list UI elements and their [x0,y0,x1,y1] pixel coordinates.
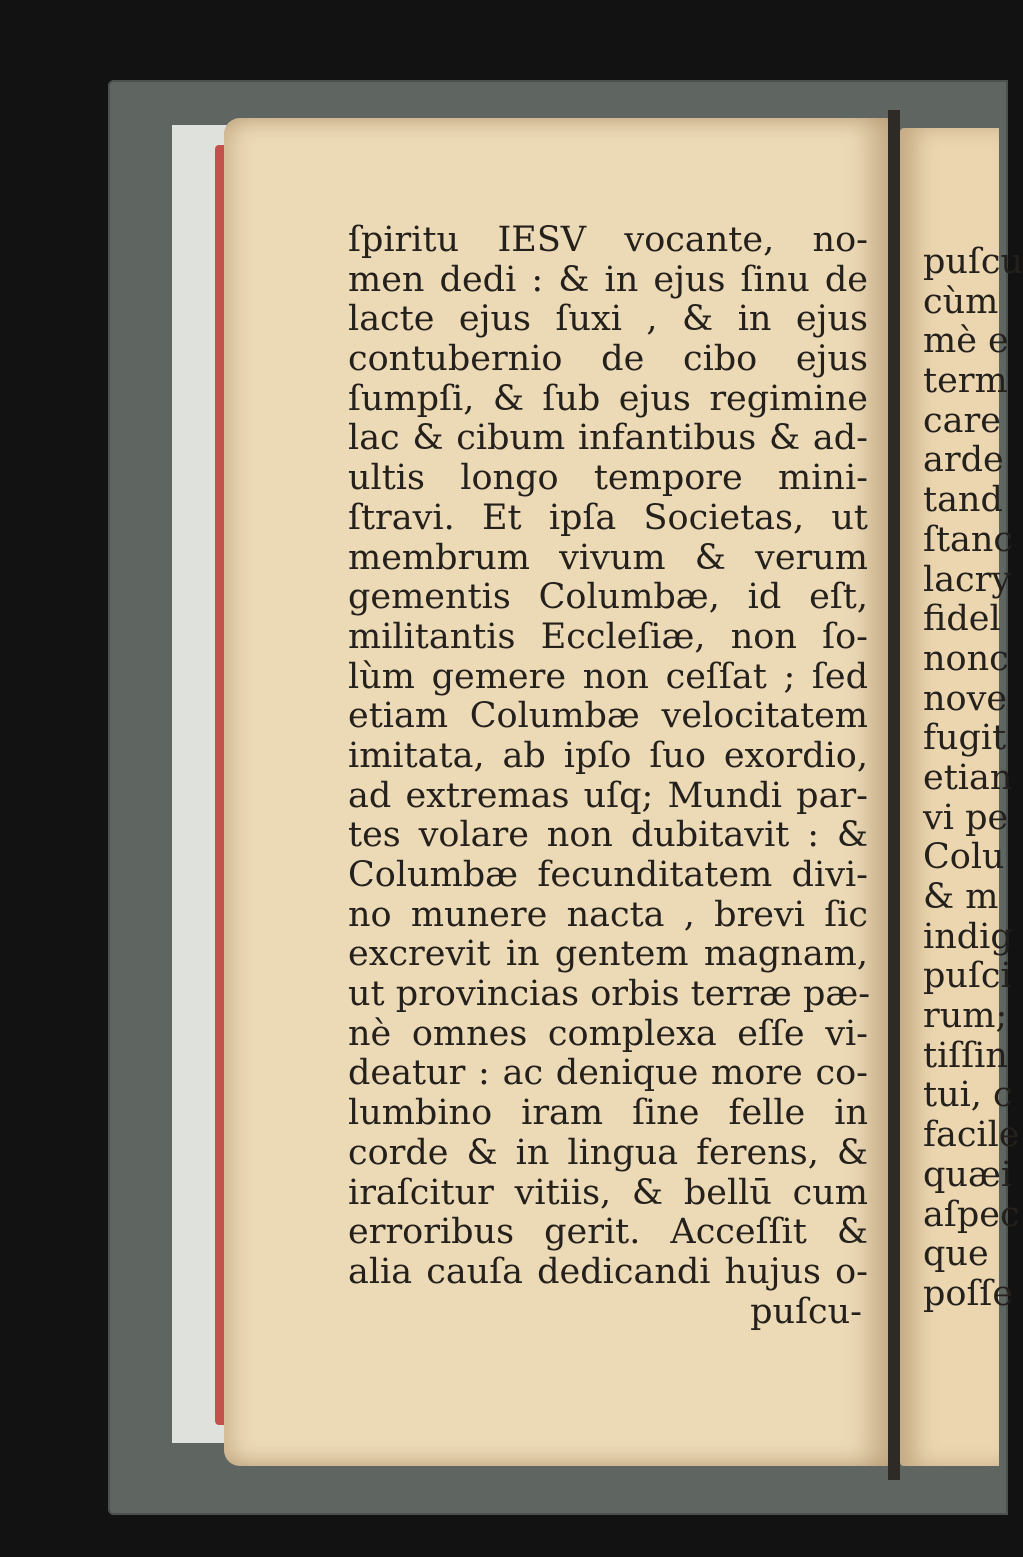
text-line: iraſcitur vitiis, & bellū cum [348,1172,868,1213]
text-line-fragment: etian [923,757,1013,798]
text-line: no munere nacta , brevi ſic [348,894,868,935]
text-line: lùm gemere non ceſſat ; ſed [348,656,868,697]
text-line-fragment: quæi [923,1154,1013,1195]
text-line: excrevit in gentem magnam, [348,934,868,975]
text-line: alia cauſa dedicandi hujus o- [348,1251,868,1292]
text-line: militantis Eccleſiæ, non ſo- [348,616,868,657]
text-line: deatur : ac denique more co- [348,1053,868,1094]
text-line-fragment: lacry [923,559,1012,600]
text-line: ſtravi. Et ipſa Societas, ut [348,497,868,538]
text-line: corde & in lingua ferens, & [348,1132,868,1173]
text-line-fragment: vi pe [923,797,1009,838]
text-line-fragment: rum; [923,996,1008,1037]
text-line: ſpiritu IESV vocante, no- [348,220,868,260]
book-spine [888,110,900,1480]
text-line-fragment: Colu [923,837,1005,878]
text-line-fragment: poſſe [923,1273,1014,1314]
text-line-fragment: mè e [923,321,1009,362]
text-line: lac & cibum infantibus & ad- [348,418,868,459]
text-line-fragment: cùm [923,281,999,322]
text-line-fragment: aſpec [923,1194,1020,1235]
text-line: Columbæ fecunditatem divi- [348,855,868,895]
text-line: lumbino iram ſine felle in [348,1093,868,1134]
text-line-fragment: nove [923,678,1008,719]
text-line: imitata, ab ipſo ſuo exordio, [348,735,868,776]
text-line-fragment: arde [923,440,1004,481]
text-line-fragment: fidel [923,599,1001,640]
text-line: men dedi : & in ejus ſinu de [348,259,868,300]
catchword: puſcu- [750,1291,862,1332]
text-line-fragment: ſtanc [923,519,1014,560]
left-page-text [348,220,871,1332]
text-line: gementis Columbæ, id eſt, [348,577,868,618]
text-line-fragment: que [923,1234,989,1275]
text-line-fragment: tand [923,480,1003,521]
text-line: contubernio de cibo ejus [348,339,868,380]
text-line: ultis longo tempore mini- [348,458,868,499]
text-line-fragment: indig [923,916,1013,957]
text-line-fragment: term [923,361,1008,402]
text-line: ſumpſi, & ſub ejus regimine [348,378,868,419]
text-line-fragment: & m [923,877,999,917]
text-line-fragment: tui, c [923,1075,1013,1116]
text-line-fragment: care [923,400,1001,441]
text-line: nè omnes complexa eſſe vi- [348,1013,868,1054]
text-line-fragment: puſci [923,956,1012,997]
text-line: membrum vivum & verum [348,537,868,578]
text-line: tes volare non dubitavit : & [348,815,868,856]
text-line-fragment: puſcu [923,242,1023,282]
text-line-fragment: tiſſin [923,1035,1008,1076]
text-line: ut provincias orbis terræ pæ- [348,974,871,1015]
right-page-text [923,242,1023,1315]
text-line: etiam Columbæ velocitatem [348,696,868,737]
text-line: lacte ejus ſuxi , & in ejus [348,299,868,340]
text-line-fragment: fugit [923,718,1007,759]
text-line: erroribus gerit. Acceſſit & [348,1212,868,1253]
text-line: ad extremas uſq; Mundi par- [348,775,868,816]
text-line-fragment: facile [923,1115,1020,1156]
text-line-fragment: nonc [923,638,1009,679]
